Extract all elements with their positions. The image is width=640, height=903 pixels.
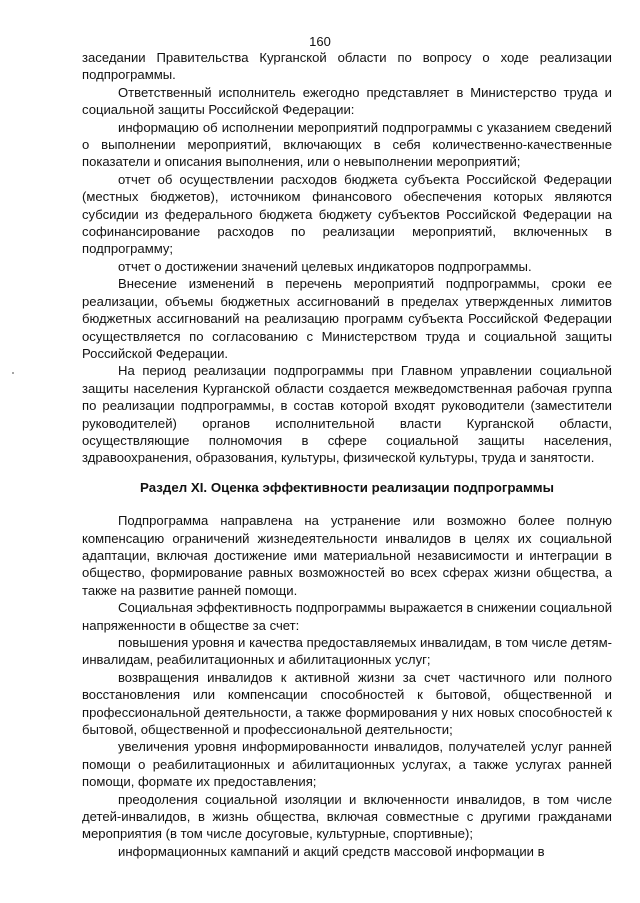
paragraph: отчет об осуществлении расходов бюджета субъекта Российской Федерации (местных бюджетов), источником финансового обеспечения которых являются субсидии из федерального бюджета бюджету субъектов Российской Федерации на софинансирование расходов по реализации мероприятий, включенных в подпрограмму; bbox=[82, 171, 612, 257]
page-number: 160 bbox=[309, 34, 331, 49]
document-body bbox=[82, 49, 612, 860]
scan-speck bbox=[12, 372, 14, 374]
paragraph: информационных кампаний и акций средств массовой информации в bbox=[118, 843, 545, 859]
paragraph: преодоления социальной изоляции и включенности инвалидов, в том числе детей-инвалидов, в жизнь общества, включая совместные с другими гражданами мероприятия (в том числе досуговые, культурные, спортивные); bbox=[82, 791, 612, 842]
paragraph: Ответственный исполнитель ежегодно представляет в Министерство труда и социальной защиты Российской Федерации: bbox=[82, 84, 612, 118]
paragraph: Подпрограмма направлена на устранение или возможно более полную компенсацию ограничений жизнедеятельности инвалидов в целях их социальной адаптации, включая достижение ими материальной независимости и интеграции в общество, формирование равных возможностей во всех сферах жизни общества, а также на развитие ранней помощи. bbox=[82, 513, 612, 598]
paragraph: повышения уровня и качества предоставляемых инвалидам, в том числе детям-инвалидам, реабилитационных и абилитационных услуг; bbox=[82, 635, 612, 668]
paragraph: информацию об исполнении мероприятий подпрограммы с указанием сведений о выполнении мероприятий, включающих в себя количественно-качественные показатели и описания выполнения, или о невыполнении мероприятий; bbox=[82, 119, 612, 170]
section-heading: Раздел XI. Оценка эффективности реализации подпрограммы bbox=[140, 479, 554, 495]
paragraph: заседании Правительства Курганской области по вопросу о ходе реализации подпрограммы. bbox=[82, 50, 612, 83]
paragraph: увеличения уровня информированности инвалидов, получателей услуг ранней помощи о реабилитационных и абилитационных услугах, а также услугах ранней помощи, формате их предоставления; bbox=[82, 739, 612, 790]
paragraph: Социальная эффективность подпрограммы выражается в снижении социальной напряженности в обществе за счет: bbox=[82, 600, 613, 633]
paragraph: отчет о достижении значений целевых индикаторов подпрограммы. bbox=[118, 258, 532, 274]
paragraph: Внесение изменений в перечень мероприятий подпрограммы, сроки ее реализации, объемы бюджетных ассигнований в пределах утвержденных лимитов бюджетных ассигнований на реализацию программ субъекта Российской Федерации осуществляется по согласованию с Министерством труда и социальной защиты Российской Федерации. bbox=[82, 276, 612, 361]
paragraph: возвращения инвалидов к активной жизни за счет частичного или полного восстановления или компенсации способностей к бытовой, общественной и профессиональной деятельности, а также формирования у них новых способностей к бытовой, общественной и профессиональной деятельности; bbox=[82, 669, 612, 738]
paragraph: На период реализации подпрограммы при Главном управлении социальной защиты населения Курганской области создается межведомственная рабочая группа по реализации подпрограммы, в состав которой входят руководители (заместители руководителей) органов исполнительной власти Курганской области, осуществляющие полномочия в сфере социальной защиты населения, здравоохранения, образования, культуры, физической культуры, труда и занятости. bbox=[82, 363, 612, 466]
